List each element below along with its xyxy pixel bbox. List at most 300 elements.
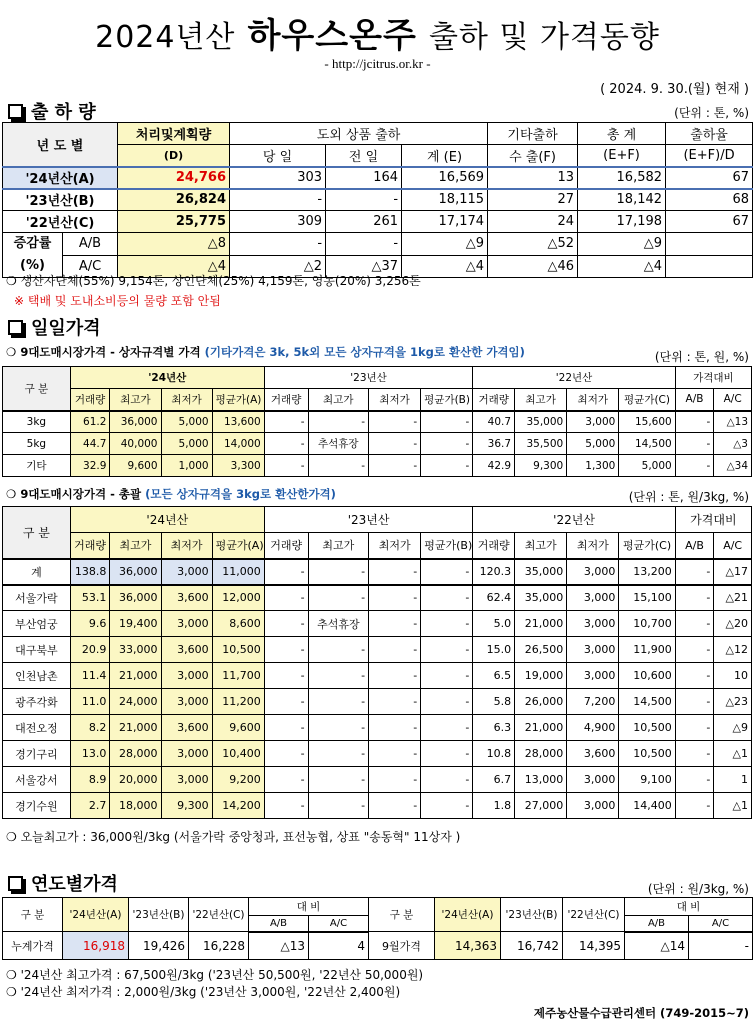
th-avg-c: 평균가(C) <box>619 533 675 559</box>
cell-x24: 21,000 <box>110 715 161 741</box>
th-y22: '22년산 <box>473 507 675 533</box>
table-row <box>3 932 753 960</box>
th-ab-left: A/B <box>249 916 309 932</box>
cell-x23: 추석휴장 <box>308 433 368 455</box>
th-min: 최저가 <box>369 533 421 559</box>
checkbox-square-icon <box>8 104 23 119</box>
cell-x23: - <box>308 585 369 611</box>
cell-v24: 61.2 <box>70 411 110 433</box>
th-min: 최저가 <box>161 533 212 559</box>
change-pct: (%) <box>20 258 45 273</box>
cell-a24: 14,200 <box>212 793 264 819</box>
cell-n23: - <box>369 767 421 793</box>
cell-v22: 120.3 <box>473 559 515 585</box>
auction-sub2 <box>6 486 336 502</box>
row-prev: - <box>326 189 402 211</box>
cell-b-left: 19,426 <box>129 932 189 960</box>
cell-x24: 18,000 <box>110 793 161 819</box>
th-prev: 전 일 <box>326 145 402 167</box>
change-export: △46 <box>488 255 578 278</box>
row-year: '22년산(C) <box>3 211 118 233</box>
th-y24-left: '24년산(A) <box>63 898 129 932</box>
row-name: 서울가락 <box>3 585 71 611</box>
cell-x22: 35,000 <box>515 411 567 433</box>
cell-v23: - <box>264 455 308 477</box>
table-row <box>3 767 752 793</box>
cell-ab: - <box>675 411 714 433</box>
th-year: 년 도 별 <box>3 123 118 167</box>
change-total: △4 <box>578 255 666 278</box>
cell-v24: 11.4 <box>70 663 110 689</box>
cell-x22: 19,000 <box>515 663 567 689</box>
cell-n22: 4,900 <box>567 715 619 741</box>
cell-x23: - <box>308 411 368 433</box>
row-name: 서울강서 <box>3 767 71 793</box>
cell-n23: - <box>369 689 421 715</box>
th-ab-right: A/B <box>625 916 689 932</box>
change-sum: △4 <box>402 255 488 278</box>
today-max-note: ❍ 오늘최고가 : 36,000원/3kg (서울가락 중앙청과, 표선농협, 상표 "송동혁" 11상자 ) <box>6 830 461 844</box>
cell-x22: 26,000 <box>515 689 567 715</box>
cell-a23: - <box>421 793 473 819</box>
cell-n24: 3,000 <box>161 663 212 689</box>
row-export: 24 <box>488 211 578 233</box>
change-export: △52 <box>488 233 578 256</box>
cell-ab: - <box>675 715 714 741</box>
cell-a22: 14,500 <box>619 433 675 455</box>
cell-n22: 3,000 <box>567 637 619 663</box>
checkbox-square-icon <box>8 320 23 335</box>
auction-sub1 <box>6 344 525 360</box>
footer-contact: 제주농산물수급관리센터 (749-2015~7) <box>533 1006 749 1020</box>
table-row <box>3 715 752 741</box>
th-other: 기타출하 <box>488 123 578 145</box>
row-name: 경기구리 <box>3 741 71 767</box>
auction-sub1-label: ❍ 9대도매시장가격 - 상자규격별 가격 <box>6 345 201 359</box>
change-day: - <box>230 233 326 256</box>
auction-sub2-label: ❍ 9대도매시장가격 - 총괄 <box>6 487 142 501</box>
cell-n24: 3,000 <box>161 741 212 767</box>
th-max: 최고가 <box>308 533 369 559</box>
cell-x24: 19,400 <box>110 611 161 637</box>
row-name: 인천남촌 <box>3 663 71 689</box>
th-y23-right: '23년산(B) <box>501 898 563 932</box>
cell-v23: - <box>264 689 308 715</box>
cell-v22: 40.7 <box>473 411 515 433</box>
th-y22-right: '22년산(C) <box>563 898 625 932</box>
section-yearly-label: 연도별가격 <box>31 874 118 895</box>
th-max: 최고가 <box>515 389 567 411</box>
cell-n22: 5,000 <box>567 433 619 455</box>
cell-x24: 36,000 <box>110 411 161 433</box>
cell-a23: - <box>421 741 473 767</box>
cell-ac: △17 <box>714 559 752 585</box>
cell-ac: △21 <box>714 585 752 611</box>
th-vol: 거래량 <box>70 389 110 411</box>
cell-ab: - <box>675 585 714 611</box>
row-name: 대전오정 <box>3 715 71 741</box>
th-vol: 거래량 <box>264 533 308 559</box>
cell-v23: - <box>264 559 308 585</box>
cell-v24: 32.9 <box>70 455 110 477</box>
change-prev: △37 <box>326 255 402 278</box>
th-avg-b: 평균가(B) <box>421 389 473 411</box>
site-url[interactable]: - http://jcitrus.or.kr - <box>324 56 431 71</box>
cell-v22: 5.0 <box>473 611 515 637</box>
cell-a24: 11,000 <box>212 559 264 585</box>
cell-v23: - <box>264 611 308 637</box>
cell-v24: 8.2 <box>70 715 110 741</box>
cell-x24: 33,000 <box>110 637 161 663</box>
cell-n24: 3,600 <box>161 637 212 663</box>
cell-n24: 5,000 <box>161 411 212 433</box>
cell-v22: 10.8 <box>473 741 515 767</box>
th-min: 최저가 <box>369 389 421 411</box>
cell-x23: 추석휴장 <box>308 611 369 637</box>
cell-n24: 9,300 <box>161 793 212 819</box>
cell-v23: - <box>264 585 308 611</box>
cell-v22: 5.8 <box>473 689 515 715</box>
yearly-unit: (단위 : 원/3kg, %) <box>647 882 749 896</box>
auction-unit2: (단위 : 톤, 원/3kg, %) <box>628 490 749 504</box>
row-plan: 26,824 <box>118 189 230 211</box>
cell-ab: - <box>675 741 714 767</box>
title-main: 하우스온주 <box>247 16 417 56</box>
cell-v22: 36.7 <box>473 433 515 455</box>
cell-a24: 9,200 <box>212 767 264 793</box>
row-plan: 25,775 <box>118 211 230 233</box>
th-ac: A/C <box>714 533 752 559</box>
section-shipment-label: 출 하 량 <box>31 102 96 123</box>
cell-ac: △13 <box>714 411 752 433</box>
th-ab: A/B <box>675 389 714 411</box>
cell-x23: - <box>308 793 369 819</box>
cell-a24: 3,300 <box>212 455 264 477</box>
cell-x22: 21,000 <box>515 611 567 637</box>
row-sum: 17,174 <box>402 211 488 233</box>
row-name-left: 누계가격 <box>3 932 63 960</box>
th-min: 최저가 <box>567 533 619 559</box>
cell-x24: 36,000 <box>110 585 161 611</box>
cell-a24: 13,600 <box>212 411 264 433</box>
th-vol: 거래량 <box>264 389 308 411</box>
cell-n22: 3,000 <box>567 611 619 637</box>
th-day: 당 일 <box>230 145 326 167</box>
cell-x22: 35,000 <box>515 585 567 611</box>
row-day: 309 <box>230 211 326 233</box>
table-row <box>3 611 752 637</box>
th-rate: 출하율 <box>666 123 753 145</box>
th-plan-sub: (D) <box>118 145 230 167</box>
row-plan: 24,766 <box>118 167 230 189</box>
cell-x24: 20,000 <box>110 767 161 793</box>
cell-a24: 9,600 <box>212 715 264 741</box>
row-sum: 18,115 <box>402 189 488 211</box>
cell-n23: - <box>369 637 421 663</box>
cell-x22: 28,000 <box>515 741 567 767</box>
cell-a-left: 16,918 <box>63 932 129 960</box>
cell-a23: - <box>421 637 473 663</box>
table-row <box>3 211 753 233</box>
row-rate: 67 <box>666 167 753 189</box>
th-y23: '23년산 <box>264 507 473 533</box>
cell-n24: 3,000 <box>161 689 212 715</box>
row-name: 경기수원 <box>3 793 71 819</box>
th-rate-sub: (E+F)/D <box>666 145 753 167</box>
auction-sub1-note: (기타가격은 3k, 5k외 모든 상자규격을 1kg로 환산한 가격임) <box>204 345 525 359</box>
change-row-label: A/C <box>63 255 118 278</box>
cell-v24: 2.7 <box>70 793 110 819</box>
cell-n22: 3,000 <box>567 793 619 819</box>
cell-a24: 10,400 <box>212 741 264 767</box>
box-spec-price-table <box>2 366 752 477</box>
row-prev: 261 <box>326 211 402 233</box>
change-rate <box>666 233 753 256</box>
th-y24: '24년산 <box>70 507 264 533</box>
cell-a22: 9,100 <box>619 767 675 793</box>
row-name: 광주각화 <box>3 689 71 715</box>
cell-a24: 14,000 <box>212 433 264 455</box>
cell-x22: 35,500 <box>515 433 567 455</box>
table-row <box>3 559 752 585</box>
cell-x24: 40,000 <box>110 433 161 455</box>
cell-n22: 3,600 <box>567 741 619 767</box>
row-total: 17,198 <box>578 211 666 233</box>
table-row <box>3 433 752 455</box>
cell-v24: 11.0 <box>70 689 110 715</box>
shipment-table <box>2 122 753 278</box>
cell-x22: 27,000 <box>515 793 567 819</box>
cell-ab-right: △14 <box>625 932 689 960</box>
cell-v24: 44.7 <box>70 433 110 455</box>
cell-v23: - <box>264 741 308 767</box>
row-prev: 164 <box>326 167 402 189</box>
th-cmp: 가격대비 <box>675 367 751 389</box>
cell-a22: 11,900 <box>619 637 675 663</box>
table-row <box>3 455 752 477</box>
table-row <box>3 233 753 256</box>
th-total-sub: (E+F) <box>578 145 666 167</box>
cell-a22: 10,500 <box>619 741 675 767</box>
th-gubun: 구 분 <box>3 507 71 559</box>
cell-a23: - <box>421 663 473 689</box>
shipment-unit: (단위 : 톤, %) <box>674 106 749 120</box>
th-sum: 계 (E) <box>402 145 488 167</box>
cell-ab: - <box>675 433 714 455</box>
cell-x24: 21,000 <box>110 663 161 689</box>
cell-a23: - <box>421 689 473 715</box>
cell-a23: - <box>421 559 473 585</box>
th-avg-a: 평균가(A) <box>212 389 264 411</box>
row-export: 13 <box>488 167 578 189</box>
section-shipment-title <box>8 98 96 124</box>
th-ac: A/C <box>714 389 752 411</box>
th-min: 최저가 <box>161 389 212 411</box>
cell-n24: 3,000 <box>161 767 212 793</box>
cell-a24: 12,000 <box>212 585 264 611</box>
cell-n23: - <box>369 715 421 741</box>
cell-v23: - <box>264 793 308 819</box>
cell-v22: 6.7 <box>473 767 515 793</box>
cell-n24: 1,000 <box>161 455 212 477</box>
th-gubun-left: 구 분 <box>3 898 63 932</box>
cell-x23: - <box>308 741 369 767</box>
cell-x23: - <box>308 663 369 689</box>
cell-v23: - <box>264 767 308 793</box>
change-total: △9 <box>578 233 666 256</box>
cell-v24: 8.9 <box>70 767 110 793</box>
th-ac-right: A/C <box>689 916 753 932</box>
change-rate <box>666 255 753 278</box>
cell-x22: 26,500 <box>515 637 567 663</box>
cell-a23: - <box>421 767 473 793</box>
cell-v22: 1.8 <box>473 793 515 819</box>
yearly-price-table <box>2 897 753 960</box>
th-gubun-right: 구 분 <box>369 898 435 932</box>
th-vol: 거래량 <box>70 533 110 559</box>
th-cmp-right: 대 비 <box>625 898 753 916</box>
cell-x23: - <box>308 715 369 741</box>
th-export: 수 출(F) <box>488 145 578 167</box>
cell-x23: - <box>308 455 368 477</box>
row-rate: 67 <box>666 211 753 233</box>
row-year: '23년산(B) <box>3 189 118 211</box>
shipment-note-producers: ❍ 생산자단체(55%) 9,154톤, 상인단체(25%) 4,159톤, 영농(20%) 3,256톤 <box>6 274 421 288</box>
change-plan: △4 <box>118 255 230 278</box>
cell-x23: - <box>308 689 369 715</box>
cell-ac: △1 <box>714 741 752 767</box>
cell-ab: - <box>675 793 714 819</box>
cell-ac-left: 4 <box>309 932 369 960</box>
cell-a23: - <box>421 585 473 611</box>
th-ac-left: A/C <box>309 916 369 932</box>
cell-v22: 6.5 <box>473 663 515 689</box>
th-avg-a: 평균가(A) <box>212 533 264 559</box>
page-title <box>0 8 755 57</box>
row-name: 계 <box>3 559 71 585</box>
cell-a24: 10,500 <box>212 637 264 663</box>
cell-ab: - <box>675 663 714 689</box>
th-min: 최저가 <box>567 389 619 411</box>
change-plan: △8 <box>118 233 230 256</box>
cell-ac: 1 <box>714 767 752 793</box>
cell-a22: 15,100 <box>619 585 675 611</box>
cell-n24: 3,000 <box>161 559 212 585</box>
cell-a23: - <box>421 455 473 477</box>
table-row <box>3 411 752 433</box>
cell-v22: 15.0 <box>473 637 515 663</box>
th-max: 최고가 <box>515 533 567 559</box>
cell-x24: 28,000 <box>110 741 161 767</box>
cell-v23: - <box>264 411 308 433</box>
cell-a23: - <box>421 411 473 433</box>
cell-n24: 3,600 <box>161 585 212 611</box>
row-name: 기타 <box>3 455 71 477</box>
change-label-cell <box>3 233 63 278</box>
cell-x22: 21,000 <box>515 715 567 741</box>
change-row-label: A/B <box>63 233 118 256</box>
cell-ac: △20 <box>714 611 752 637</box>
row-year: '24년산(A) <box>3 167 118 189</box>
cell-n24: 3,000 <box>161 611 212 637</box>
cell-v22: 42.9 <box>473 455 515 477</box>
cell-ab: - <box>675 455 714 477</box>
total-price-rows <box>3 559 752 819</box>
th-vol: 거래량 <box>473 389 515 411</box>
th-plan: 처리및계획량 <box>118 123 230 145</box>
cell-x22: 35,000 <box>515 559 567 585</box>
th-y24: '24년산 <box>70 367 264 389</box>
cell-n24: 5,000 <box>161 433 212 455</box>
row-sum: 16,569 <box>402 167 488 189</box>
cell-n23: - <box>369 611 421 637</box>
change-day: △2 <box>230 255 326 278</box>
cell-a23: - <box>421 611 473 637</box>
th-y22-left: '22년산(C) <box>189 898 249 932</box>
cell-a24: 11,200 <box>212 689 264 715</box>
cell-x22: 13,000 <box>515 767 567 793</box>
cell-v22: 6.3 <box>473 715 515 741</box>
cell-v24: 53.1 <box>70 585 110 611</box>
row-name: 5kg <box>3 433 71 455</box>
cell-b-right: 16,742 <box>501 932 563 960</box>
table-row <box>3 741 752 767</box>
cell-x23: - <box>308 637 369 663</box>
cell-v24: 13.0 <box>70 741 110 767</box>
change-label: 증감률 <box>13 236 52 251</box>
cell-x24: 24,000 <box>110 689 161 715</box>
cell-n23: - <box>369 663 421 689</box>
cell-n22: 7,200 <box>567 689 619 715</box>
yearly-min-note: ❍ '24년산 최저가격 : 2,000원/3kg ('23년산 3,000원, '22년산 2,400원) <box>6 985 401 999</box>
table-row <box>3 585 752 611</box>
row-rate: 68 <box>666 189 753 211</box>
cell-x24: 36,000 <box>110 559 161 585</box>
cell-v23: - <box>264 637 308 663</box>
auction-sub2-note: (모든 상자규격을 3kg로 환산한가격) <box>145 487 336 501</box>
cell-a24: 8,600 <box>212 611 264 637</box>
cell-v24: 138.8 <box>70 559 110 585</box>
th-cmp: 가격대비 <box>675 507 751 533</box>
cell-n23: - <box>369 585 421 611</box>
cell-ac: △3 <box>714 433 752 455</box>
table-row <box>3 167 753 189</box>
cell-n23: - <box>369 411 421 433</box>
cell-v24: 9.6 <box>70 611 110 637</box>
title-suffix: 출하 및 가격동향 <box>428 20 660 55</box>
row-name: 3kg <box>3 411 71 433</box>
row-day: 303 <box>230 167 326 189</box>
row-name-right: 9월가격 <box>369 932 435 960</box>
cell-a22: 15,600 <box>619 411 675 433</box>
change-sum: △9 <box>402 233 488 256</box>
total-price-table <box>2 506 752 819</box>
th-y22: '22년산 <box>473 367 675 389</box>
checkbox-square-icon <box>8 876 23 891</box>
th-avg-c: 평균가(C) <box>619 389 675 411</box>
th-max: 최고가 <box>110 533 161 559</box>
cell-ac-right: - <box>689 932 753 960</box>
cell-c-left: 16,228 <box>189 932 249 960</box>
cell-n23: - <box>369 793 421 819</box>
cell-ab-left: △13 <box>249 932 309 960</box>
cell-ac: △1 <box>714 793 752 819</box>
th-max: 최고가 <box>110 389 161 411</box>
cell-n22: 3,000 <box>567 585 619 611</box>
cell-a-right: 14,363 <box>435 932 501 960</box>
change-prev: - <box>326 233 402 256</box>
cell-ab: - <box>675 767 714 793</box>
